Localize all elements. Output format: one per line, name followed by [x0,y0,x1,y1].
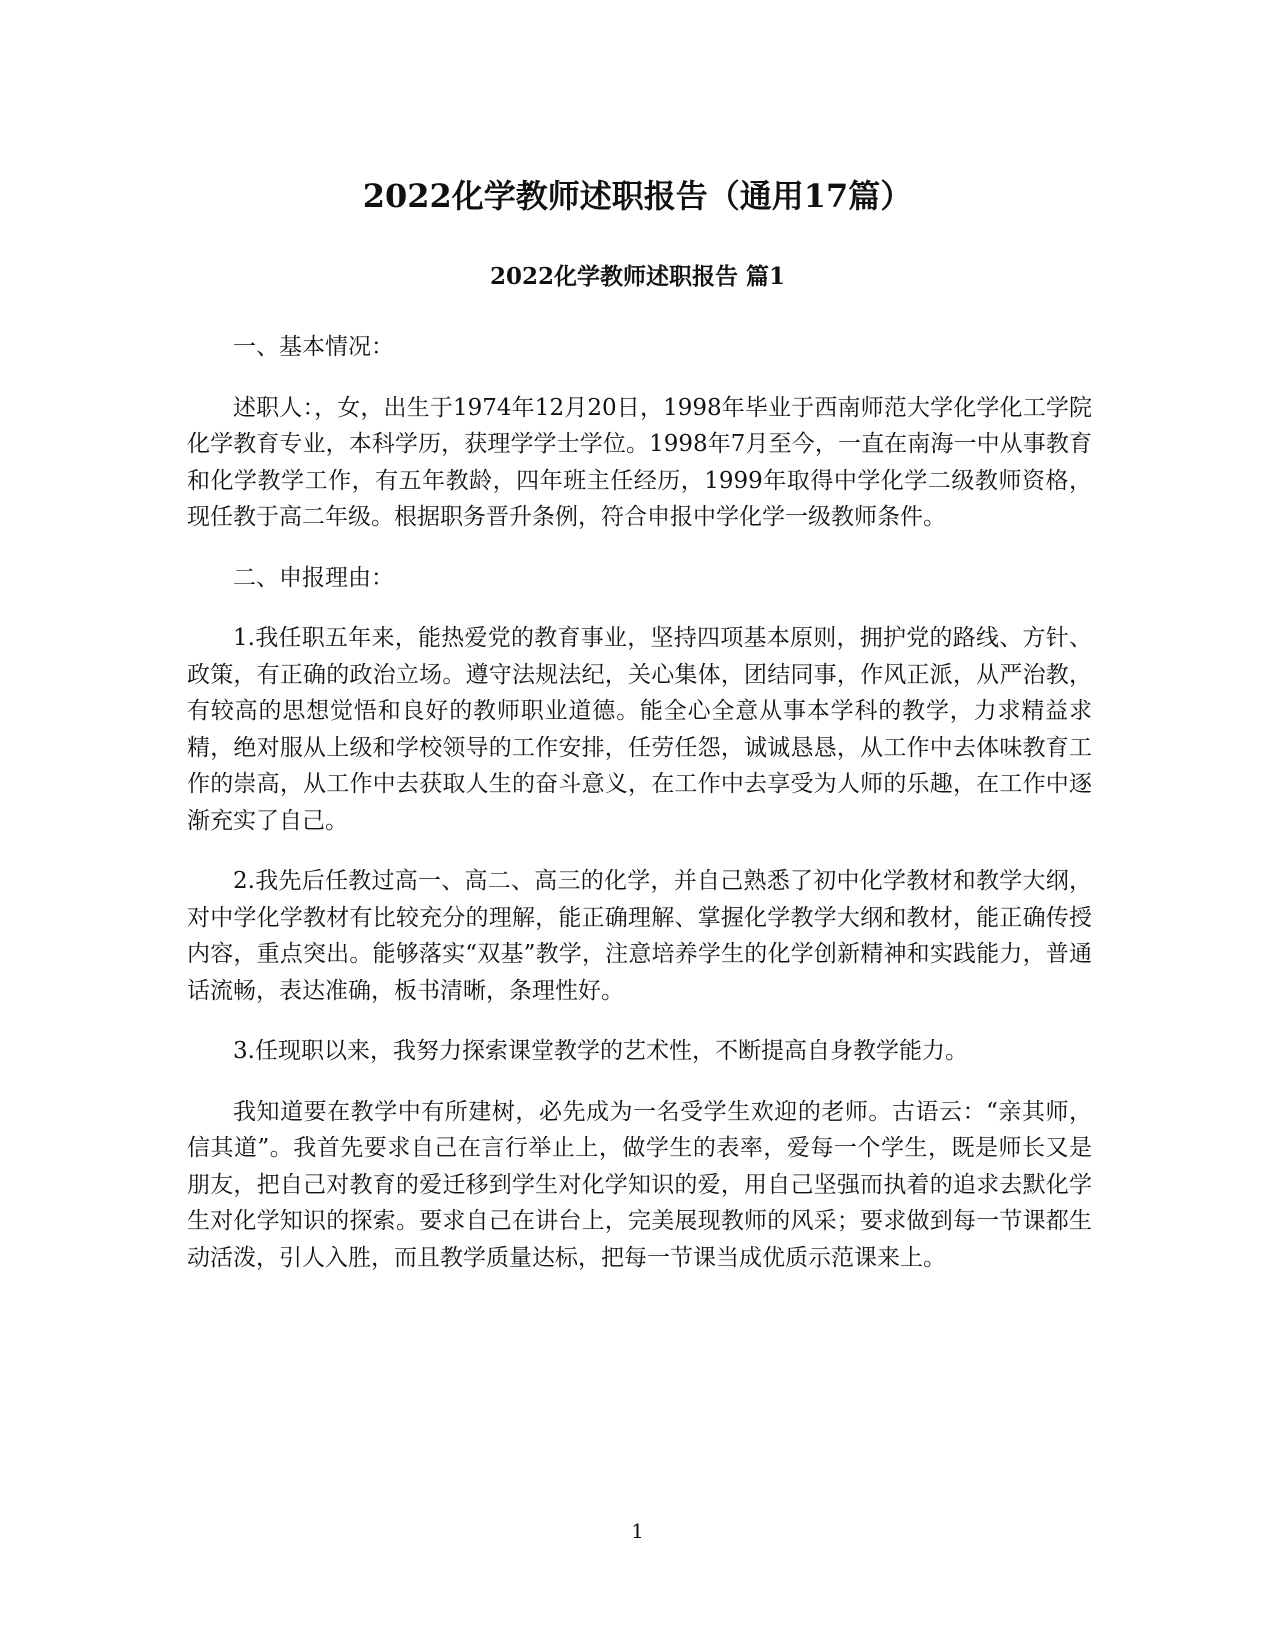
paragraph-personal-info: 述职人：，女，出生于1974年12月20日，1998年毕业于西南师范大学化学化工学院化学教育专业，本科学历，获理学学士学位。1998年7月至今，一直在南海一中从事教育和化学教学工作，有五年教龄，四年班主任经历，1999年取得中学化学二级教师资格，现任教于高二年级。根据职务晋升条例，符合申报中学化学一级教师条件。 [187,394,1092,530]
paragraph-reasons-heading: 二、申报理由： [233,564,394,591]
page-number: 1 [631,1519,644,1543]
paragraph-basic-info-heading: 一、基本情况： [233,334,394,360]
paragraph-reason-2: 2.我先后任教过高一、高二、高三的化学，并自己熟悉了初中化学教材和教学大纲，对中学化学教材有比较充分的理解，能正确理解、掌握化学教学大纲和教材，能正确传授内容，重点突出。能够落实“双基”教学，注意培养学生的化学创新精神和实践能力，普通话流畅，表达准确，板书清晰，条理性好。 [187,868,1092,1004]
paragraph-teaching-approach: 我知道要在教学中有所建树，必先成为一名受学生欢迎的老师。古语云：“亲其师，信其道”。我首先要求自己在言行举止上，做学生的表率，爱每一个学生，既是师长又是朋友，把自己对教育的爱迁移到学生对化学知识的爱，用自己坚强而执着的追求去默化学生对化学知识的探索。要求自己在讲台上，完美展现教师的风采；要求做到每一节课都生动活泼，引人入胜，而且教学质量达标，把每一节课当成优质示范课来上。 [187,1098,1092,1271]
document-title: 2022化学教师述职报告（通用17篇） [362,177,913,215]
document-body [187,329,1092,1300]
paragraph-reason-1: 1.我任职五年来，能热爱党的教育事业，坚持四项基本原则，拥护党的路线、方针、政策，有正确的政治立场。遵守法规法纪，关心集体，团结同事，作风正派，从严治教，有较高的思想觉悟和良好的教师职业道德。能全心全意从事本学科的教学，力求精益求精，绝对服从上级和学校领导的工作安排，任劳任怨，诚诚恳恳，从工作中去体味教育工作的崇高，从工作中去获取人生的奋斗意义，在工作中去享受为人师的乐趣，在工作中逐渐充实了自己。 [187,625,1092,834]
paragraph-reason-3: 3.任现职以来，我努力探索课堂教学的艺术性，不断提高自身教学能力。 [233,1038,968,1064]
section-title: 2022化学教师述职报告 篇1 [489,263,786,290]
